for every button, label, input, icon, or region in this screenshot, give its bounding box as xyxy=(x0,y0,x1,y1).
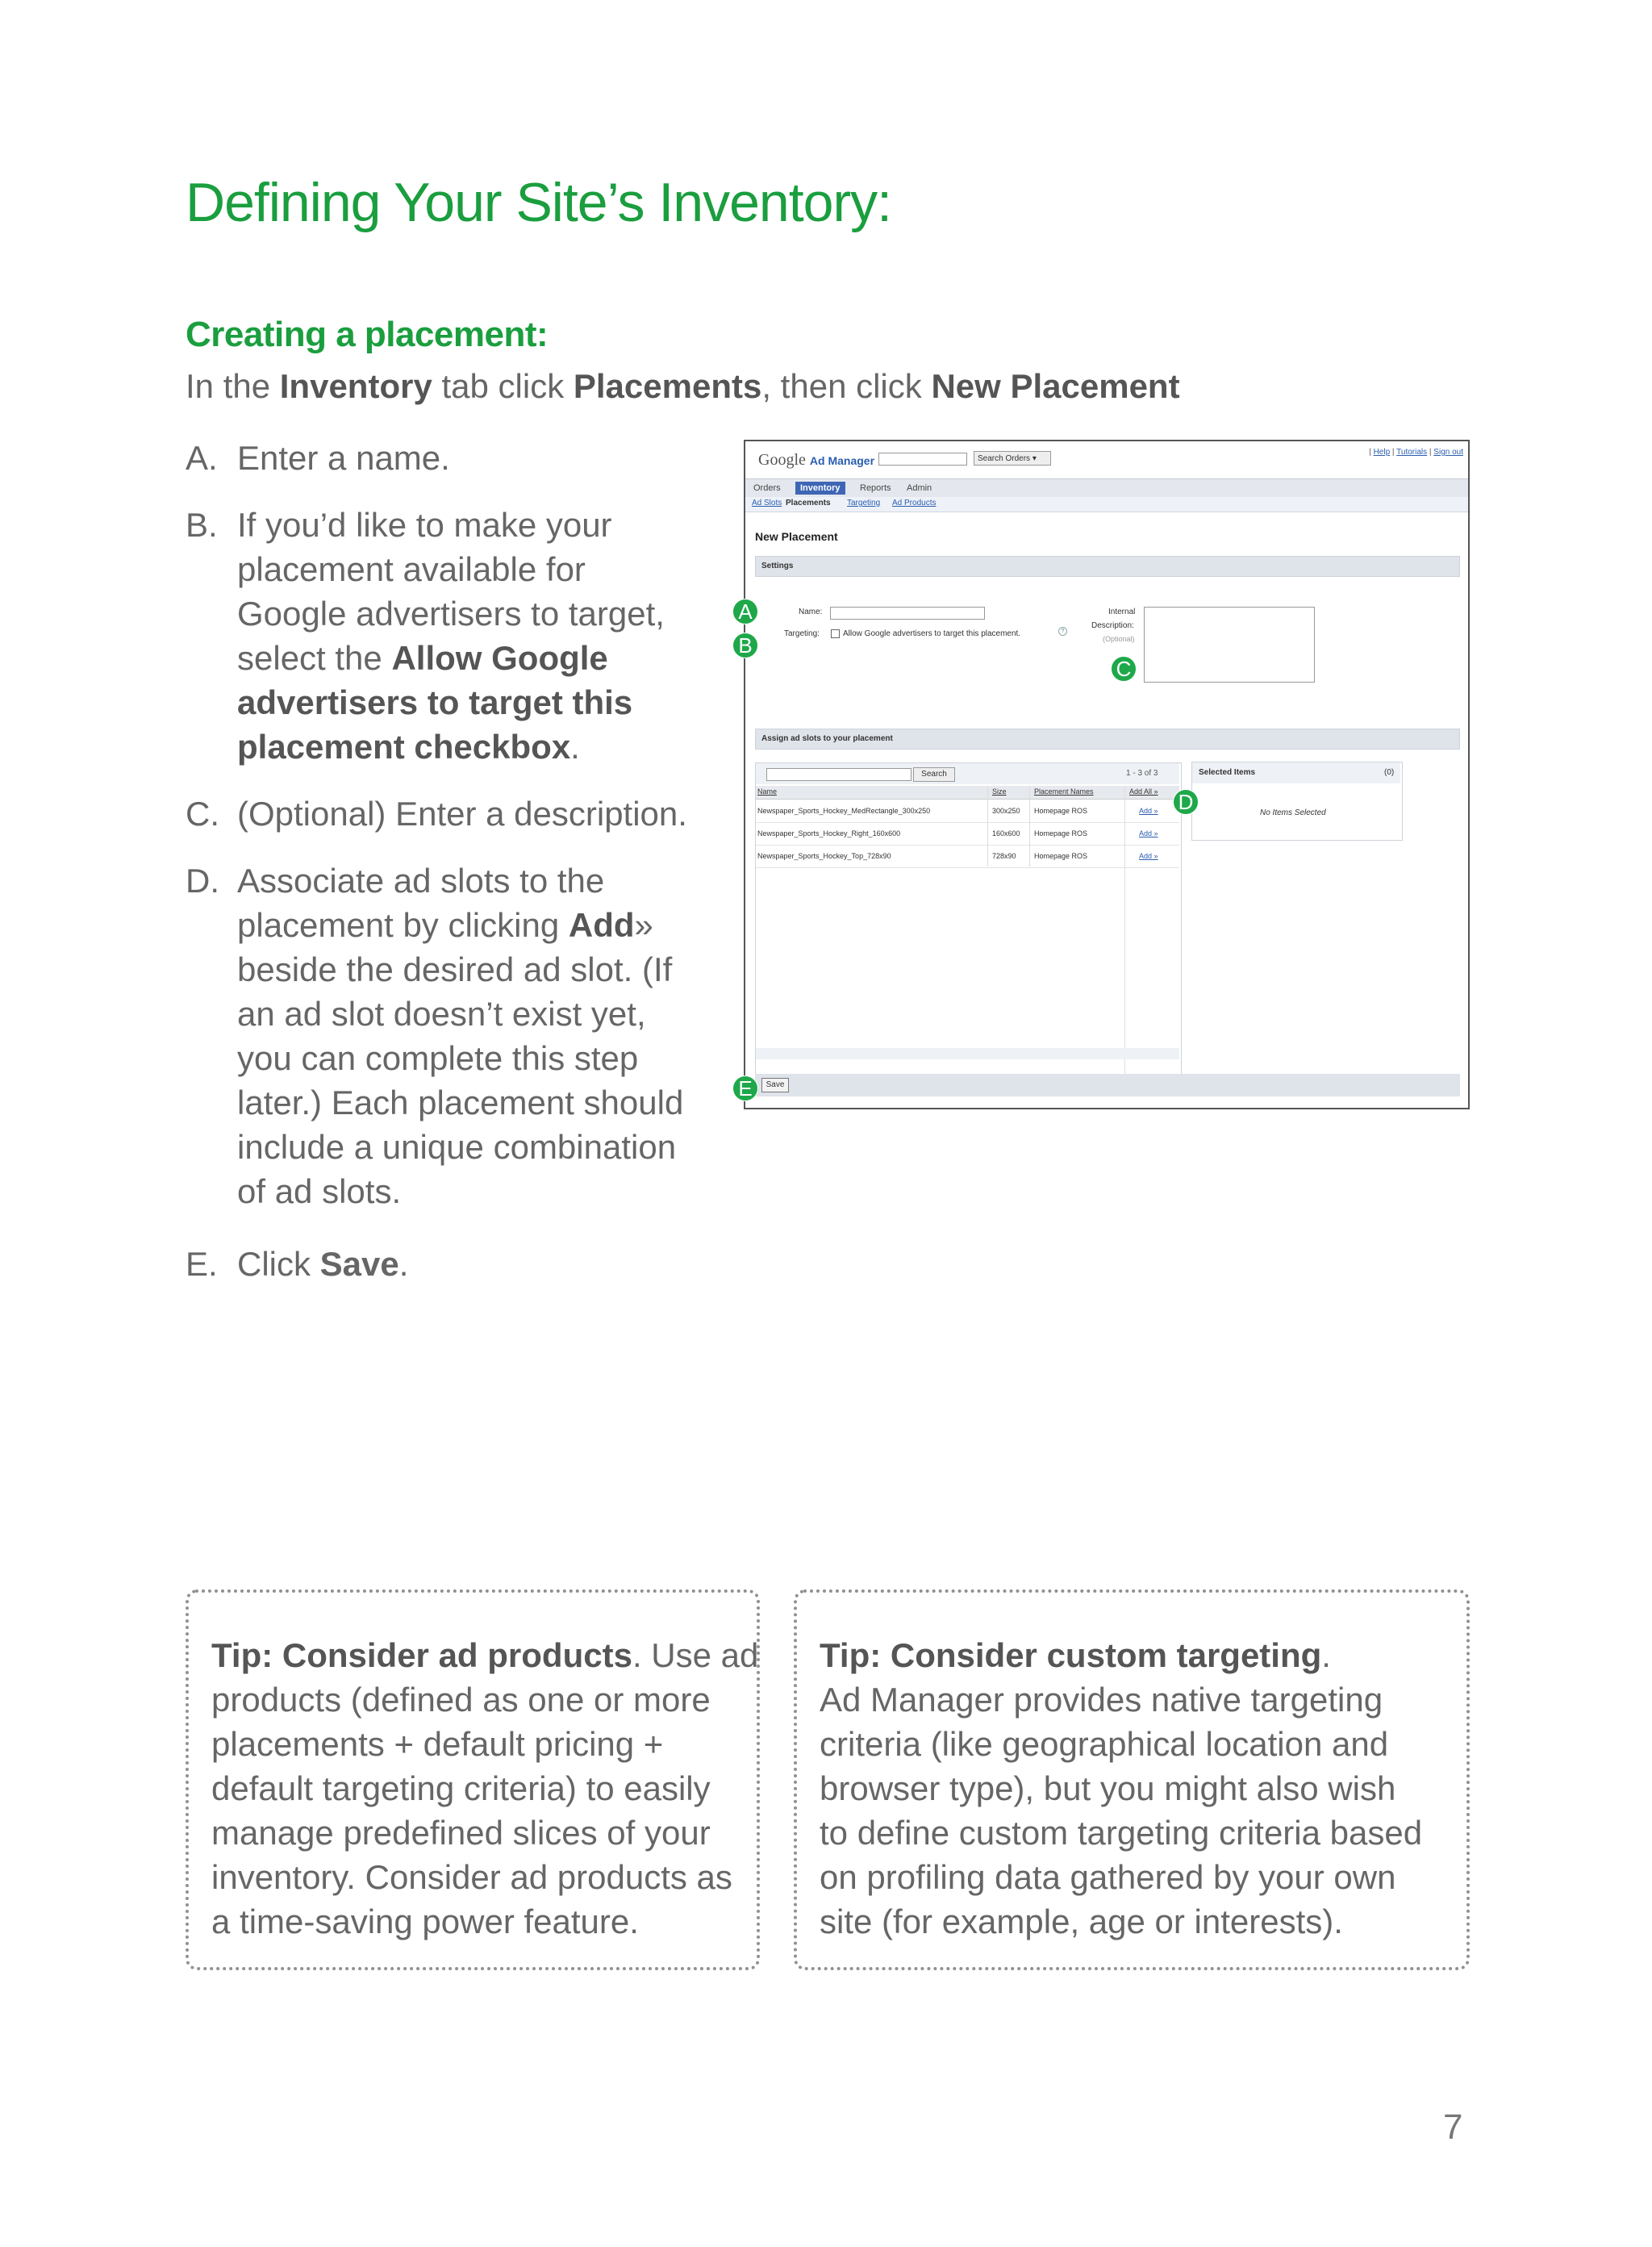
google-ad-manager-logo[interactable]: Google Ad Manager xyxy=(758,451,875,469)
add-link[interactable]: Add » xyxy=(1139,829,1158,837)
top-links: | Help | Tutorials | Sign out xyxy=(1369,448,1463,457)
name-label: Name: xyxy=(799,608,823,616)
tab-orders[interactable]: Orders xyxy=(753,483,781,493)
tip-custom-targeting: Tip: Consider custom targeting. Ad Manager provides native targeting criteria (like geographical location and browser type), but you might also wish to define custom targeting criteria based on profiling data gathered by your own site (for example, age or interests). xyxy=(794,1589,1470,1970)
list-footer xyxy=(756,1048,1179,1059)
page-number: 7 xyxy=(1443,2107,1463,2147)
name-input[interactable] xyxy=(830,607,985,620)
allow-google-checkbox[interactable] xyxy=(831,629,840,638)
marker-a: A xyxy=(732,599,758,624)
subtab-ad-products[interactable]: Ad Products xyxy=(892,499,937,507)
search-button[interactable]: Search xyxy=(913,767,955,782)
column-divider xyxy=(1029,786,1030,867)
chevron-down-icon: ▾ xyxy=(1032,454,1037,463)
step-d: D. Associate ad slots to the placement by clicking Add» beside the desired ad slot. (If an ad slot doesn’t exist yet, you can complete this step later.) Each placement should include a unique combination of ad slots. xyxy=(186,862,684,1210)
page-title: Defining Your Site’s Inventory: xyxy=(186,172,891,233)
header-search-input[interactable] xyxy=(878,453,967,466)
result-count: 1 - 3 of 3 xyxy=(1126,769,1158,778)
new-placement-heading: New Placement xyxy=(755,530,838,543)
selected-items-label: Selected Items xyxy=(1199,768,1256,777)
table-header xyxy=(756,786,1179,800)
sign-out-link[interactable]: Sign out xyxy=(1433,448,1463,457)
row-placement: Homepage ROS xyxy=(1034,852,1088,860)
marker-e: E xyxy=(732,1075,758,1101)
step-c: C. (Optional) Enter a description. xyxy=(186,795,687,833)
tab-admin[interactable]: Admin xyxy=(907,483,932,493)
marker-d: D xyxy=(1173,789,1199,815)
row-placement: Homepage ROS xyxy=(1034,807,1088,815)
row-name: Newspaper_Sports_Hockey_Top_728x90 xyxy=(757,852,891,860)
column-divider xyxy=(1124,786,1125,1092)
help-link[interactable]: Help xyxy=(1373,448,1391,457)
step-b: B. If you’d like to make your placement available for Google advertisers to target, select the Allow Google advertisers to target this placement checkbox. xyxy=(186,506,665,766)
ad-manager-screenshot xyxy=(744,440,1470,1109)
internal-label: Internal xyxy=(1108,608,1136,616)
add-link[interactable]: Add » xyxy=(1139,852,1158,860)
footer-band xyxy=(755,1074,1460,1096)
settings-label: Settings xyxy=(761,562,794,570)
subtab-ad-slots[interactable]: Ad Slots xyxy=(752,499,782,507)
optional-label: (Optional) xyxy=(1103,635,1135,643)
allow-google-label: Allow Google advertisers to target this placement. xyxy=(843,629,1021,638)
marker-c: C xyxy=(1111,656,1137,682)
col-placement-names[interactable]: Placement Names xyxy=(1034,787,1094,796)
col-size[interactable]: Size xyxy=(992,787,1007,796)
step-e: E. Click Save. xyxy=(186,1245,409,1283)
steps-list xyxy=(186,436,702,1236)
save-button[interactable]: Save xyxy=(761,1078,789,1092)
row-placement: Homepage ROS xyxy=(1034,829,1088,837)
no-items-text: No Items Selected xyxy=(1260,808,1326,817)
search-orders-dropdown[interactable]: Search Orders ▾ xyxy=(974,451,1051,466)
selected-count: (0) xyxy=(1384,768,1395,777)
tab-reports[interactable]: Reports xyxy=(860,483,891,493)
ad-slot-search-input[interactable] xyxy=(766,768,912,781)
row-size: 728x90 xyxy=(992,852,1016,860)
help-icon[interactable]: ? xyxy=(1058,627,1067,636)
add-link[interactable]: Add » xyxy=(1139,807,1158,815)
subtab-targeting[interactable]: Targeting xyxy=(847,499,881,507)
tab-inventory[interactable]: Inventory xyxy=(795,482,845,495)
tutorials-link[interactable]: Tutorials xyxy=(1396,448,1428,457)
section-heading: Creating a placement: xyxy=(186,315,549,354)
row-size: 160x600 xyxy=(992,829,1020,837)
description-textarea[interactable] xyxy=(1144,607,1315,683)
add-all-link[interactable]: Add All » xyxy=(1129,787,1158,796)
col-name[interactable]: Name xyxy=(757,787,778,796)
description-label: Description: xyxy=(1091,621,1134,630)
assign-label: Assign ad slots to your placement xyxy=(761,734,893,743)
intro-text: In the Inventory tab click Placements, then click New Placement xyxy=(186,367,1180,405)
row-name: Newspaper_Sports_Hockey_Right_160x600 xyxy=(757,829,901,837)
row-name: Newspaper_Sports_Hockey_MedRectangle_300x250 xyxy=(757,807,931,815)
tip-ad-products: Tip: Consider ad products. Use ad products (defined as one or more placements + default pricing + default targeting criteria) to easily manage predefined slices of your inventory. Consider ad products as a time-saving power feature. xyxy=(186,1589,760,1970)
step-a: A. Enter a name. xyxy=(186,439,450,477)
settings-band xyxy=(755,556,1460,577)
column-divider xyxy=(987,786,988,867)
targeting-label: Targeting: xyxy=(784,629,820,638)
marker-b: B xyxy=(732,633,758,658)
main-nav-bar xyxy=(745,478,1470,498)
subtab-placements[interactable]: Placements xyxy=(786,499,831,507)
row-size: 300x250 xyxy=(992,807,1020,815)
